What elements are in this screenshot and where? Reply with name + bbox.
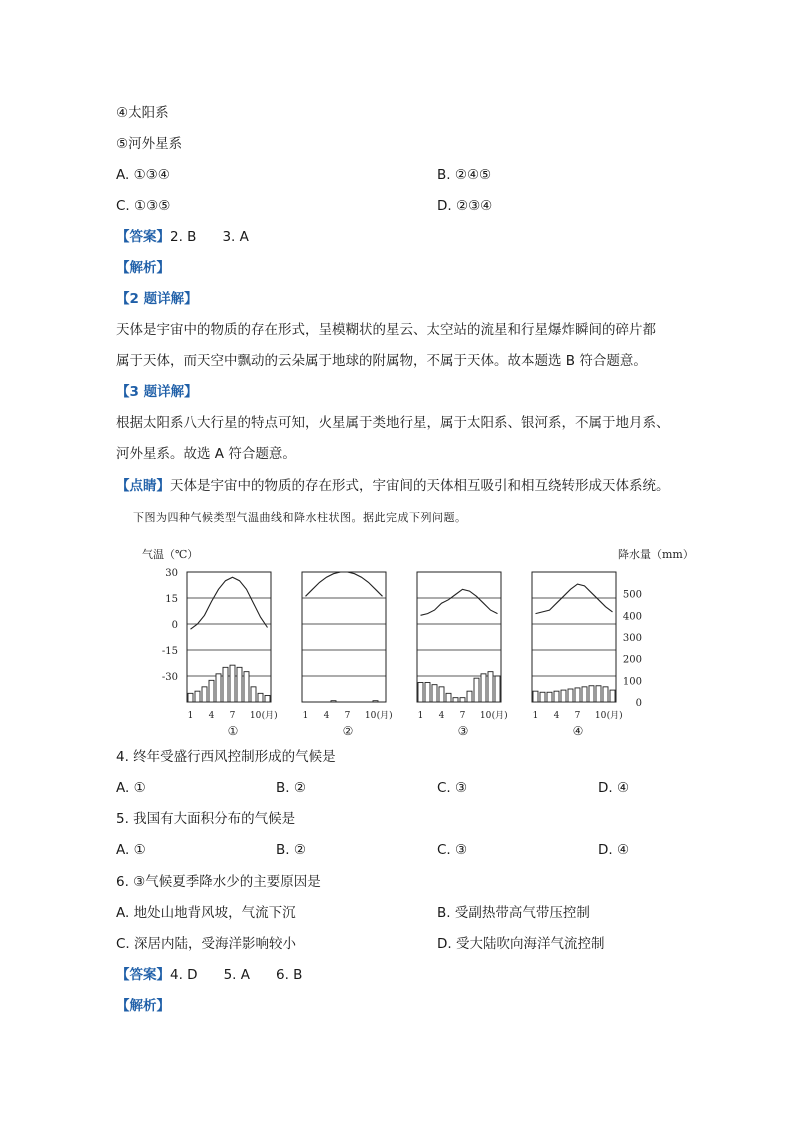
precipitation-tick-label: 100 bbox=[622, 676, 642, 688]
detail-label: 【3 题详解】 bbox=[116, 384, 198, 400]
precipitation-bar bbox=[533, 691, 538, 702]
precipitation-axis-label: 降水量（mm） bbox=[618, 548, 694, 561]
month-tick-label: (月) bbox=[261, 711, 278, 721]
month-tick-label: 1 bbox=[417, 711, 424, 721]
temperature-curve bbox=[306, 572, 383, 596]
month-tick-label: 10 bbox=[364, 711, 377, 721]
month-tick-label: 4 bbox=[323, 711, 330, 721]
precipitation-bar bbox=[216, 674, 221, 702]
answer-block-1 bbox=[116, 227, 249, 247]
choice-b: B. ② bbox=[276, 780, 306, 796]
precipitation-bar bbox=[460, 698, 465, 702]
answer-value: 2. B bbox=[170, 229, 197, 245]
precipitation-bar bbox=[610, 690, 615, 702]
precipitation-bar bbox=[373, 701, 378, 702]
question-stem-4: 4. 终年受盛行西风控制形成的气候是 bbox=[116, 749, 336, 765]
precipitation-bar bbox=[188, 693, 193, 702]
option-item-5: ⑤河外星系 bbox=[116, 136, 183, 152]
precipitation-bar bbox=[258, 693, 263, 702]
precipitation-bar bbox=[202, 687, 207, 702]
panel-label: ① bbox=[227, 724, 239, 738]
precipitation-bar bbox=[589, 686, 594, 702]
choice-a: A. ① bbox=[116, 780, 146, 796]
panel-frame bbox=[532, 572, 616, 702]
tip-paragraph bbox=[116, 476, 670, 496]
precipitation-bar bbox=[596, 686, 601, 702]
precipitation-bar bbox=[251, 687, 256, 702]
precipitation-bar bbox=[554, 691, 559, 702]
temperature-curve bbox=[191, 577, 268, 629]
precipitation-bar bbox=[425, 683, 430, 703]
precipitation-bar bbox=[568, 689, 573, 702]
analysis-label: 【解析】 bbox=[116, 260, 170, 276]
precipitation-bar bbox=[481, 674, 486, 702]
question-stem-6: 6. ③气候夏季降水少的主要原因是 bbox=[116, 874, 321, 890]
month-tick-label: 1 bbox=[187, 711, 194, 721]
tip-text: 天体是宇宙中的物质的存在形式，宇宙间的天体相互吸引和相互绕转形成天体系统。 bbox=[170, 478, 670, 494]
answer-label: 【答案】 bbox=[116, 229, 170, 245]
paragraph-line: 天体是宇宙中的物质的存在形式，呈模糊状的星云、太空站的流星和行星爆炸瞬间的碎片都 bbox=[116, 322, 656, 338]
analysis-label: 【解析】 bbox=[116, 998, 170, 1014]
detail-heading-q2 bbox=[116, 289, 198, 309]
figure-caption: 下图为四种气候类型气温曲线和降水柱状图。据此完成下列问题。 bbox=[133, 511, 467, 524]
precipitation-bar bbox=[474, 678, 479, 702]
temperature-axis-label: 气温（℃） bbox=[142, 548, 199, 561]
choice-a: A. 地处山地背风坡，气流下沉 bbox=[116, 905, 296, 921]
choice-b: B. ②④⑤ bbox=[437, 167, 492, 183]
temperature-tick-label: 15 bbox=[165, 594, 178, 605]
paragraph-line: 属于天体，而天空中飘动的云朵属于地球的附属物，不属于天体。故本题选 B 符合题意。 bbox=[116, 353, 647, 369]
precipitation-bar bbox=[418, 683, 423, 703]
precipitation-bar bbox=[467, 691, 472, 702]
answer-block-2 bbox=[116, 965, 302, 985]
precipitation-bar bbox=[495, 676, 500, 702]
choice-d: D. 受大陆吹向海洋气流控制 bbox=[437, 936, 605, 952]
precipitation-bar bbox=[432, 685, 437, 702]
month-tick-label: 1 bbox=[302, 711, 309, 721]
precipitation-bar bbox=[561, 690, 566, 702]
temperature-tick-label: -30 bbox=[161, 672, 178, 683]
month-tick-label: 10 bbox=[249, 711, 262, 721]
analysis-heading bbox=[116, 996, 170, 1016]
precipitation-bar bbox=[237, 667, 242, 702]
month-tick-label: (月) bbox=[376, 711, 393, 721]
temperature-tick-label: 0 bbox=[171, 620, 178, 631]
month-tick-label: 10 bbox=[479, 711, 492, 721]
precipitation-bar bbox=[547, 692, 552, 702]
answer-value: 4. D bbox=[170, 967, 198, 983]
panel-frame bbox=[187, 572, 271, 702]
month-tick-label: 7 bbox=[574, 711, 581, 721]
choice-b: B. ② bbox=[276, 842, 306, 858]
choice-d: D. ④ bbox=[598, 842, 630, 858]
month-tick-label: 4 bbox=[438, 711, 445, 721]
temperature-tick-label: -15 bbox=[161, 646, 178, 657]
month-tick-label: (月) bbox=[491, 711, 508, 721]
answer-value: 6. B bbox=[276, 967, 303, 983]
choice-d: D. ④ bbox=[598, 780, 630, 796]
panel-label: ④ bbox=[572, 724, 584, 738]
detail-heading-q3 bbox=[116, 382, 198, 402]
precipitation-bar bbox=[223, 667, 228, 702]
precipitation-bar bbox=[230, 665, 235, 702]
precipitation-bar bbox=[446, 693, 451, 702]
month-tick-label: 7 bbox=[459, 711, 466, 721]
choice-c: C. 深居内陆，受海洋影响较小 bbox=[116, 936, 297, 952]
answer-value: 3. A bbox=[222, 229, 249, 245]
precipitation-bar bbox=[453, 698, 458, 702]
precipitation-tick-label: 400 bbox=[622, 611, 642, 623]
analysis-heading bbox=[116, 258, 170, 278]
choice-a: A. ①③④ bbox=[116, 167, 170, 183]
temperature-tick-label: 30 bbox=[165, 568, 178, 579]
precipitation-bar bbox=[575, 688, 580, 702]
answer-value: 5. A bbox=[223, 967, 250, 983]
detail-label: 【2 题详解】 bbox=[116, 291, 198, 307]
precipitation-tick-label: 200 bbox=[622, 654, 642, 666]
month-tick-label: 7 bbox=[229, 711, 236, 721]
temperature-curve bbox=[536, 584, 613, 614]
precipitation-bar bbox=[331, 701, 336, 702]
precipitation-bar bbox=[244, 672, 249, 702]
panel-frame bbox=[302, 572, 386, 702]
paragraph-line: 根据太阳系八大行星的特点可知，火星属于类地行星，属于太阳系、银河系，不属于地月系、 bbox=[116, 415, 670, 431]
choice-c: C. ③ bbox=[437, 780, 468, 796]
month-tick-label: (月) bbox=[606, 711, 623, 721]
climate-charts bbox=[130, 540, 694, 740]
temperature-curve bbox=[421, 589, 498, 615]
precipitation-bar bbox=[540, 692, 545, 702]
precipitation-bar bbox=[488, 672, 493, 702]
precipitation-bar bbox=[603, 687, 608, 702]
precipitation-bar bbox=[439, 687, 444, 702]
option-item-4: ④太阳系 bbox=[116, 105, 169, 121]
month-tick-label: 1 bbox=[532, 711, 539, 721]
choice-c: C. ③ bbox=[437, 842, 468, 858]
month-tick-label: 4 bbox=[208, 711, 215, 721]
paragraph-line: 河外星系。故选 A 符合题意。 bbox=[116, 446, 296, 462]
precipitation-tick-label: 0 bbox=[635, 698, 642, 709]
precipitation-bar bbox=[209, 680, 214, 702]
precipitation-bar bbox=[582, 687, 587, 702]
question-stem-5: 5. 我国有大面积分布的气候是 bbox=[116, 811, 296, 827]
choice-a: A. ① bbox=[116, 842, 146, 858]
month-tick-label: 10 bbox=[594, 711, 607, 721]
panel-label: ③ bbox=[457, 724, 469, 738]
precipitation-tick-label: 500 bbox=[622, 589, 642, 601]
choice-b: B. 受副热带高气带压控制 bbox=[437, 905, 590, 921]
panel-label: ② bbox=[342, 724, 354, 738]
answer-label: 【答案】 bbox=[116, 967, 170, 983]
month-tick-label: 7 bbox=[344, 711, 351, 721]
precipitation-tick-label: 300 bbox=[622, 633, 642, 644]
precipitation-bar bbox=[195, 691, 200, 702]
precipitation-bar bbox=[265, 696, 270, 703]
month-tick-label: 4 bbox=[553, 711, 560, 721]
choice-d: D. ②③④ bbox=[437, 198, 493, 214]
choice-c: C. ①③⑤ bbox=[116, 198, 171, 214]
tip-label: 【点睛】 bbox=[116, 478, 170, 494]
